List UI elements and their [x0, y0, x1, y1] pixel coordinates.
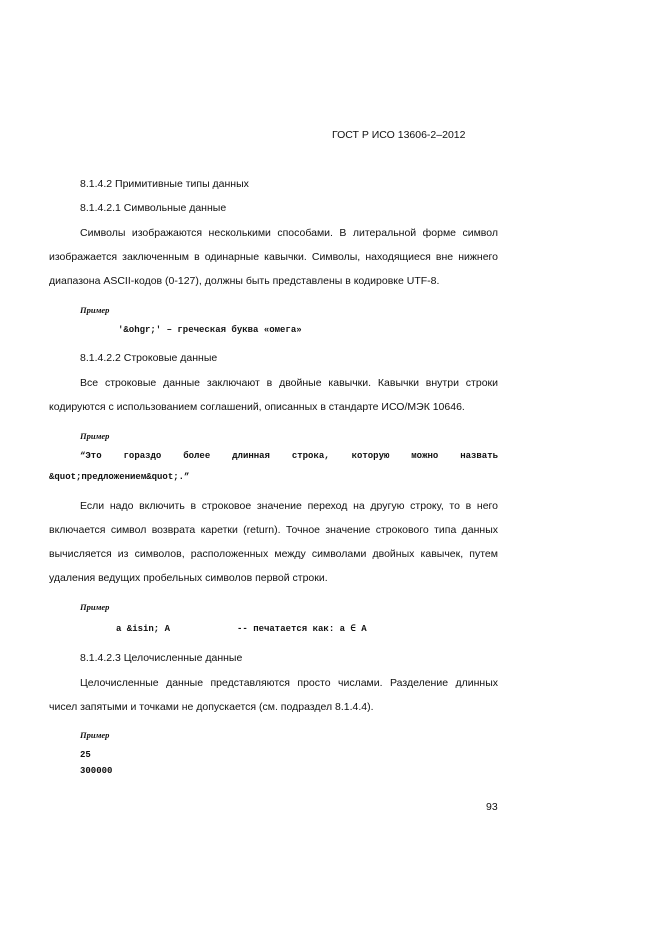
integer-value: 25: [80, 750, 91, 760]
paragraph-line: Все строковые данные заключают в двойные кавычки. Кавычки внутри строки: [80, 377, 498, 389]
code-example: a &isin; A: [116, 624, 171, 634]
subsection-title: 8.1.4.2.1 Символьные данные: [80, 202, 227, 214]
integer-value: 300000: [80, 766, 113, 776]
page-number: 93: [486, 801, 498, 813]
example-label: Пример: [80, 602, 110, 612]
example-label: Пример: [80, 431, 110, 441]
section-title: 8.1.4.2 Примитивные типы данных: [80, 178, 249, 190]
paragraph-line: удаления ведущих пробельных символов первой строки.: [49, 572, 328, 584]
paragraph-line: Символы изображаются несколькими способами. В литеральной форме символ: [80, 227, 498, 239]
paragraph-line: включается символ возврата каретки (return). Точное значение строкового типа данных: [49, 524, 498, 536]
subsection-title: 8.1.4.2.3 Целочисленные данные: [80, 652, 243, 664]
code-example: &quot;предложением&quot;.”: [49, 472, 190, 482]
example-label: Пример: [80, 305, 110, 315]
code-example: '&ohgr;' – греческая буква «омега»: [118, 325, 302, 335]
paragraph-line: Если надо включить в строковое значение переход на другую строку, то в него: [80, 500, 498, 512]
subsection-title: 8.1.4.2.2 Строковые данные: [80, 352, 218, 364]
paragraph-line: диапазона ASCII-кодов (0-127), должны быть представлены в кодировке UTF-8.: [49, 275, 440, 287]
paragraph-line: чисел запятыми и точками не допускается (см. подраздел 8.1.4.4).: [49, 701, 374, 713]
paragraph-line: кодируются с использованием соглашений, описанных в стандарте ИСО/МЭК 10646.: [49, 401, 465, 413]
paragraph-line: вычисляется из символов, расположенных между символами двойных кавычек, путем: [49, 548, 498, 560]
paragraph-line: Целочисленные данные представляются просто числами. Разделение длинных: [80, 677, 498, 689]
document-header: ГОСТ Р ИСО 13606-2–2012: [332, 129, 466, 141]
code-example: “Это гораздо более длинная строка, которую можно назвать: [80, 451, 498, 461]
paragraph-line: изображается заключенным в одинарные кавычки. Символы, находящиеся вне нижнего: [49, 251, 498, 263]
code-comment: -- печатается как: a ∈ A: [237, 624, 367, 634]
example-label: Пример: [80, 730, 110, 740]
